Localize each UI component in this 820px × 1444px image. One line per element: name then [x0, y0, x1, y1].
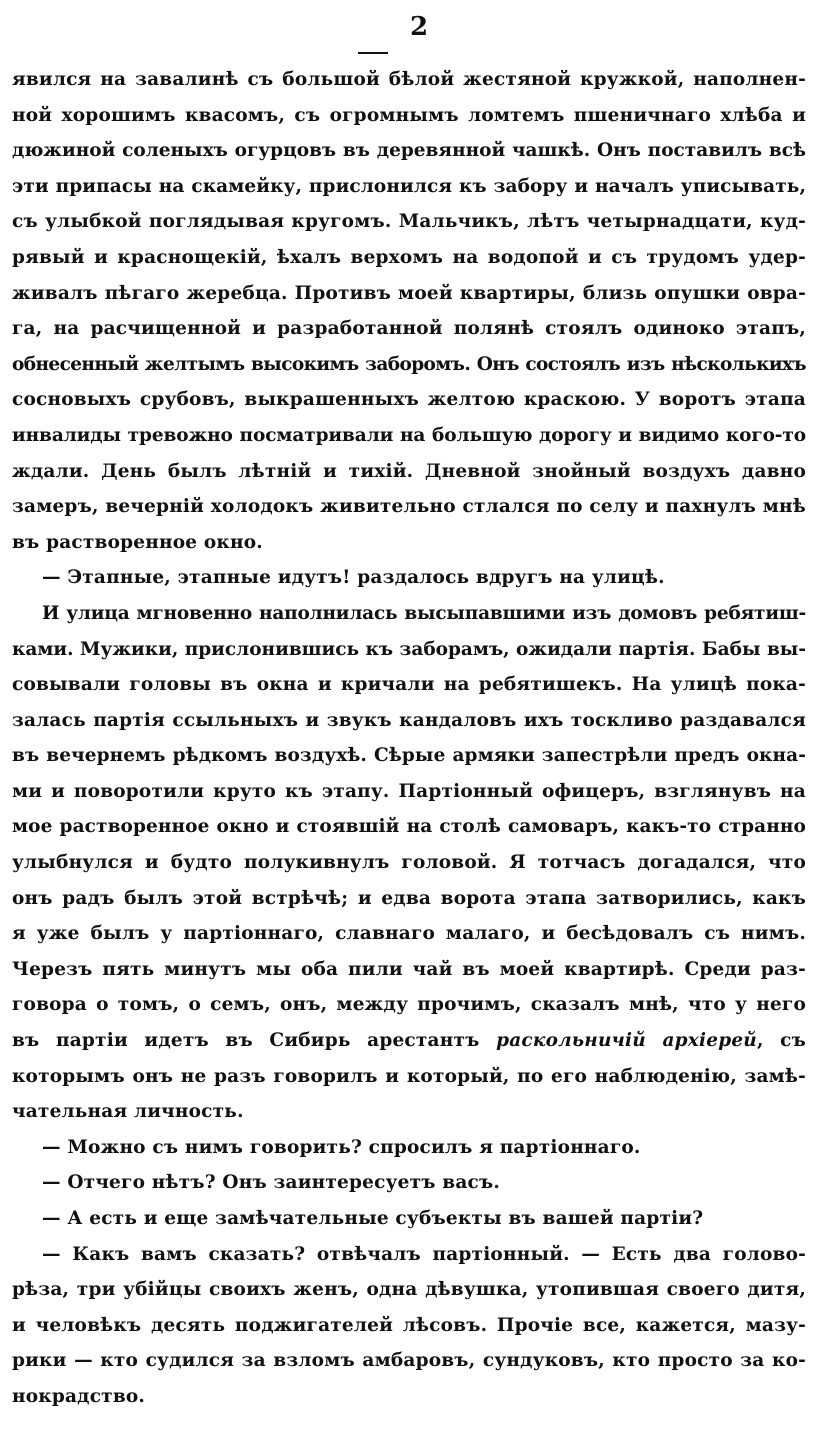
text-line: рѣза, три убійцы своихъ женъ, одна дѣвушка, утопившая своего дитя,: [12, 1279, 806, 1301]
text-line: И улица мгновенно наполнилась высыпавшими изъ домовъ ребятиш-: [42, 602, 806, 624]
text-line: я уже былъ у партіоннаго, славнаго малаго, и бесѣдовалъ съ нимъ.: [12, 923, 806, 945]
text-line: явился на завалинѣ съ большой бѣлой жестяной кружкой, наполнен-: [12, 69, 806, 90]
text-line: ной хорошимъ квасомъ, съ огромнымъ ломтемъ пшеничнаго хлѣба и: [12, 104, 806, 126]
text-line: залась партія ссыльныхъ и звукъ кандаловъ ихъ тоскливо раздавался: [12, 709, 806, 731]
text-line: рявый и краснощекій, ѣхалъ верхомъ на водопой и съ трудомъ удер-: [12, 246, 806, 268]
text-line: — Этапные, этапные идутъ! раздалось вдругъ на улицѣ.: [42, 567, 665, 589]
text-line: инвалиды тревожно посматривали на большую дорогу и видимо кого-то: [12, 424, 806, 446]
text-line: мое растворенное окно и стоявшій на столѣ самоваръ, какъ-то странно: [12, 816, 806, 838]
text-line: сосновыхъ срубовъ, выкрашенныхъ желтою краскою. У воротъ этапа: [12, 389, 806, 411]
text-line: ми и поворотили круто къ этапу. Партіонный офицеръ, взглянувъ на: [12, 780, 806, 802]
emphasized-text: раскольничій архіерей: [496, 1030, 757, 1052]
text-line: — Какъ вамъ сказать? отвѣчалъ партіонный. — Есть два голово-: [42, 1243, 806, 1265]
header-rule: [358, 52, 388, 54]
text-line: улыбнулся и будто полукивнулъ головой. Я тотчасъ догадался, что: [12, 852, 806, 874]
text-line: — Отчего нѣтъ? Онъ заинтересуетъ васъ.: [42, 1172, 501, 1194]
text-line: съ улыбкой поглядывая кругомъ. Мальчикъ, лѣтъ четырнадцати, куд-: [12, 211, 806, 233]
text-line: ками. Мужики, прислонившись къ заборамъ, ожидали партія. Бабы вы-: [12, 638, 806, 660]
text-line: живалъ пѣгаго жеребца. Противъ моей квартиры, близь опушки овра-: [12, 282, 806, 304]
text-line: — Можно съ нимъ говорить? спросилъ я партіоннаго.: [42, 1136, 641, 1158]
text-line: говора о томъ, о семъ, онъ, между прочимъ, сказалъ мнѣ, что у него: [12, 994, 806, 1016]
text-line: чательная личность.: [12, 1101, 244, 1123]
text-line: онъ радъ былъ этой встрѣчѣ; и едва ворота этапа затворились, какъ: [12, 887, 806, 909]
text-line: нокрадство.: [12, 1385, 146, 1407]
text-line: рики — кто судился за взломъ амбаровъ, сундуковъ, кто просто за ко-: [12, 1350, 806, 1372]
text-line: дюжиной соленыхъ огурцовъ въ деревянной чашкѣ. Онъ поставилъ всѣ: [12, 140, 806, 162]
page-number: 2: [410, 12, 429, 42]
text-line: ждали. День былъ лѣтній и тихій. Дневной знойный воздухъ давно: [12, 460, 806, 482]
text-line: въ вечернемъ рѣдкомъ воздухѣ. Сѣрые армяки запестрѣли предъ окна-: [12, 745, 806, 767]
text-line: въ растворенное окно.: [12, 531, 263, 553]
text-line: замеръ, вечерній холодокъ живительно стлался по селу и пахнулъ мнѣ: [12, 496, 806, 518]
text-line: га, на расчищенной и разработанной полянѣ стоялъ одиноко этапъ,: [12, 318, 806, 340]
text-line: совывали головы въ окна и кричали на ребятишекъ. На улицѣ пока-: [12, 674, 806, 696]
text-line: и человѣкъ десять поджигателей лѣсовъ. Прочіе все, кажется, мазу-: [12, 1314, 806, 1336]
text-segment: въ партіи идетъ въ Сибирь арестантъ: [12, 1030, 497, 1052]
text-line: которымъ онъ не разъ говорилъ и который, по его наблюденію, замѣ-: [12, 1065, 806, 1087]
text-line: эти припасы на скамейку, прислонился къ забору и началъ уписывать,: [12, 175, 806, 197]
text-line: обнесенный желтымъ высокимъ заборомъ. Онъ состоялъ изъ нѣсколькихъ: [12, 353, 806, 375]
text-line: Черезъ пять минутъ мы оба пили чай въ моей квартирѣ. Среди раз-: [12, 958, 806, 980]
text-line: [12, 1023, 806, 1059]
body-text: [12, 62, 806, 1415]
text-segment: , съ: [756, 1030, 806, 1052]
page-header: [12, 6, 806, 62]
text-line: — А есть и еще замѣчательные субъекты въ вашей партіи?: [42, 1208, 704, 1229]
